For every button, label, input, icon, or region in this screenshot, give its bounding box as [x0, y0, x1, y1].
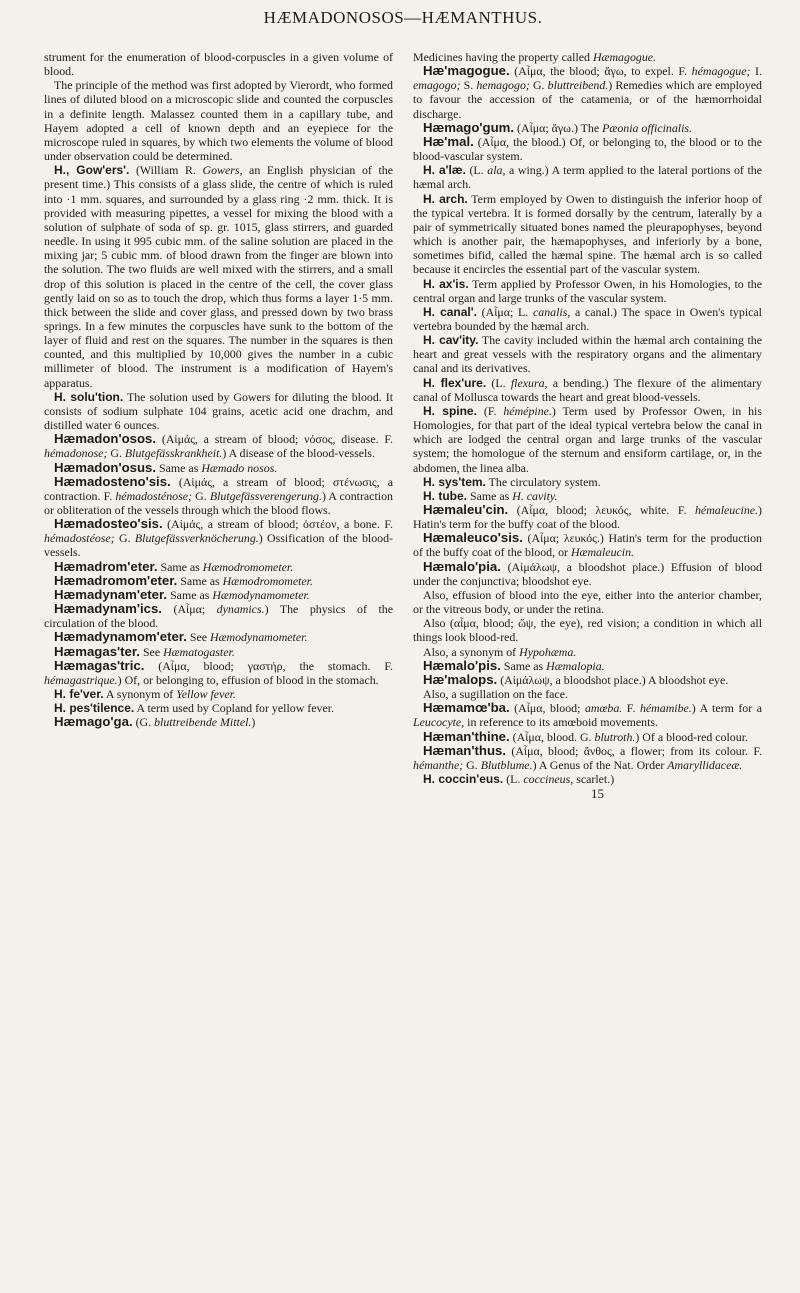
- entry-haemadynamometer: Hæmadynamom'eter. See Hæmodynamometer.: [54, 629, 308, 645]
- continued-text: strument for the enumeration of blood-corpuscles in a given volume of blood.: [44, 50, 393, 79]
- entry-haemagaster: Hæmagas'ter. See Hæmatogaster.: [54, 643, 235, 659]
- entry-cavity: H. cav'ity. The cavity included within the hæmal arch containing the heart and great vessels with the respiratory organs and the alimentary canal and its derivatives.: [413, 333, 763, 376]
- entry-haemadynameter: Hæmadynam'eter. Same as Hæmodynamometer.: [54, 586, 310, 602]
- headword: Hæmadromom'eter.: [54, 572, 178, 588]
- headword: Hæmadosteo'sis.: [54, 516, 163, 532]
- headword: Hæman'thus.: [423, 742, 507, 758]
- paragraph-haemalopia-2: Also, effusion of blood into the eye, either into the anterior chamber, or the vitreous body, or under the retina.: [413, 587, 762, 617]
- headword: H. coccin'eus.: [423, 771, 504, 786]
- entry-haemadrometer: Hæmadrom'eter. Same as Hæmodromometer.: [54, 558, 294, 574]
- entry-haemadromometer: Hæmadromom'eter. Same as Hæmodromometer.: [54, 572, 313, 588]
- entry-haemalops: Hæ'malops. (Αἱμάλωψ, a bloodshot place.) A bloodshot eye.: [423, 671, 729, 687]
- entry-gowers: H., Gow'ers'. (William R. Gowers, an English physician of the present time.) This consists of a glass slide, the centre of which is ruled into ·1 mm. squares, and surrounded by a glass ring ·2 mm. thick. It is provided with measuring pipettes, a vessel for mixing the blood with a solution of sulphate of soda of sp. gr. 1015, glass stirrers, and guarded needle. In using it 995 cubic mm. of the saline solution are placed in the mixing jar; 5 cubic mm. of blood drawn from the finger are blown into the solution. The two fluids are well mixed with the stirrers, and a small drop of this solution is placed in the centre of the cell, the cover glass gently laid on so as to touch the drop, which thus forms a layer 1·5 mm. thick between the slide and cover glass, and pressed down by two brass springs. In a few minutes the corpuscles have sunk to the bottom of the layer of fluid and rest on the squares. The number in the squares is then counted, and this multiplied by 10,000 gives the number in a cubic millimeter of blood. The instrument is a modification of Hayem's apparatus.: [44, 163, 393, 390]
- entry-haemadonosos: Hæmadon'osos. (Αἱμάς, a stream of blood; νόσος, disease. F. hémadonose; G. Blutgefässkrankheit.) A disease of the blood-vessels.: [44, 431, 393, 461]
- headword: H. solu'tion.: [54, 389, 124, 404]
- entry-haemadonosus: Hæmadon'osus. Same as Hæmado nosos.: [54, 459, 278, 475]
- left-column: [44, 50, 393, 801]
- headword: Hæmadosteno'sis.: [54, 473, 171, 489]
- entry-haemal: Hæ'mal. (Αἷμα, the blood.) Of, or belonging to, the blood or to the blood-vascular system.: [413, 133, 762, 164]
- headword: Hæmamœ'ba.: [423, 700, 510, 716]
- headword: H. cav'ity.: [423, 333, 479, 348]
- headword: H. tube.: [423, 488, 467, 503]
- headword: Hæmadon'osus.: [54, 459, 157, 475]
- headword: Hæmago'gum.: [423, 119, 515, 135]
- paragraph-principle: The principle of the method was first adopted by Vierordt, who formed lines of diluted blood on a microscopic slide and counted the corpuscles in a definite length. Malassez counted them in a capillary tube, and Hayem adopted a cell of known depth and an eyepiece for the microscope ruled in squares, by which two elements the volume of blood under observation could be determined.: [44, 78, 393, 164]
- running-head: HÆMADONOSOS—HÆMANTHUS.: [263, 8, 543, 27]
- entry-pestilence: H. pes'tilence. A term used by Copland for yellow fever.: [54, 701, 335, 716]
- headword: Hæ'malops.: [423, 671, 498, 687]
- headword: H., Gow'ers'.: [54, 163, 130, 178]
- entry-flexure: H. flex'ure. (L. flexura, a bending.) The flexure of the alimentary canal of Mollusca towards the heart and great blood-vessels.: [413, 375, 762, 404]
- entry-haemamoeba: Hæmamœ'ba. (Αἷμα, blood; amœba. F. hémamibe.) A term for a Leucocyte, in reference to its amœboid movements.: [413, 700, 763, 730]
- headword: H. sys'tem.: [423, 474, 486, 489]
- entry-haemanthine: Hæman'thine. (Αἷμα, blood. G. blutroth.) Of a blood-red colour.: [423, 728, 748, 744]
- headword: Hæmagas'tric.: [54, 657, 145, 673]
- headword: Hæmadynam'eter.: [54, 586, 168, 602]
- entry-alae: H. a'læ. (L. ala, a wing.) A term applied to the lateral portions of the hæmal arch.: [413, 163, 762, 192]
- entry-haemagogue: Hæ'magogue. (Αἷμα, the blood; ἄγω, to expel. F. hémagogue; I. emagogo; S. hemagogo; G. bluttreibend.) Remedies which are employed to favour the accession of the catamenia, or of the hæmorrhoidal discharge.: [413, 63, 762, 121]
- headword: H. ax'is.: [423, 276, 469, 291]
- headword: Hæ'magogue.: [423, 63, 510, 79]
- headword: Hæmadynamom'eter.: [54, 629, 187, 645]
- entry-arch: H. arch. Term employed by Owen to distinguish the inferior hoop of the typical vertebra. It is formed dorsally by the centrum, laterally by a pair of symmetrically situated bones named the pleurapophyses, beyond which is another pair, the hæmapophyses, and inferiorly by a bone, sometimes bifid, called the hæmal spine. The hæmal arch is so called because it encircles the essential part of the vascular system.: [413, 191, 762, 277]
- headword: H. spine.: [423, 403, 477, 418]
- headword: Hæmaleuco'sis.: [423, 530, 523, 546]
- headword: Hæmaleu'cin.: [423, 502, 509, 517]
- entry-tube: H. tube. Same as H. cavity.: [423, 488, 558, 503]
- headword: H. a'læ.: [423, 163, 466, 178]
- entry-haemanthus: Hæman'thus. (Αἷμα, blood; ἄνθος, a flower; from its colour. F. hémanthe; G. Blutblume.) A Genus of the Nat. Order Amaryllidaceæ.: [413, 742, 762, 772]
- entry-fever: H. fe'ver. A synonym of Yellow fever.: [54, 687, 236, 702]
- headword: Hæmadrom'eter.: [54, 558, 158, 574]
- headword: Hæmagas'ter.: [54, 643, 140, 659]
- entry-coccineus: H. coccin'eus. (L. coccineus, scarlet.): [423, 771, 615, 786]
- headword: H. flex'ure.: [423, 375, 487, 390]
- entry-haemadosteosis: Hæmadosteo'sis. (Αἱμάς, a stream of blood; ὀστέον, a bone. F. hémadostéose; G. Blutgefässverknöcherung.) Ossification of the blood-vessels.: [44, 516, 393, 560]
- headword: Hæmadynam'ics.: [54, 601, 162, 617]
- paragraph-haemalopia-3: Also (αἷμα, blood; ὤψ, the eye), red vision; a condition in which all things look blood-red.: [413, 616, 762, 645]
- entry-haemaleucin: Hæmaleu'cin. (Αἷμα, blood; λευκός, white. F. hémaleucine.) Hatin's term for the buffy coat of the blood.: [413, 502, 762, 532]
- entry-haemaleucosis: Hæmaleuco'sis. (Αἷμα; λευκός.) Hatin's term for the production of the buffy coat of the blood, or Hæmaleucin.: [413, 530, 762, 560]
- entry-haemalopia: Hæmalo'pia. (Αἱμάλωψ, a bloodshot place.) Effusion of blood under the conjunctiva; bloodshot eye.: [413, 558, 762, 588]
- right-column: [413, 50, 762, 801]
- headword: Hæmago'ga.: [54, 714, 133, 730]
- entry-system: H. sys'tem. The circulatory system.: [423, 474, 601, 489]
- headword: H. canal'.: [423, 304, 477, 319]
- entry-haemagogum: Hæmago'gum. (Αἷμα; ἄγω.) The Pæonia officinalis.: [423, 119, 692, 135]
- entry-haemagastric: Hæmagas'tric. (Αἷμα, blood; γαστήρ, the stomach. F. hémagastrique.) Of, or belonging to, effusion of blood in the stomach.: [44, 657, 393, 687]
- page-number: 15: [591, 786, 604, 802]
- entry-haemalopis: Hæmalo'pis. Same as Hæmalopia.: [423, 657, 605, 673]
- entry-haemagoga: Hæmago'ga. (G. bluttreibende Mittel.): [54, 714, 256, 730]
- entry-spine: H. spine. (F. hémépine.) Term used by Professor Owen, in his Homologies, for that part of the ideal typical vertebra below the canal in which are lodged the central organ and large trunks of the vascular system; the homologue of the sternum and ensiform cartilage, or, in the abdomen, the linea alba.: [413, 403, 762, 475]
- headword: Hæmalo'pis.: [423, 657, 501, 673]
- continued-text: Medicines having the property called Hæmagogue.: [413, 50, 657, 64]
- headword: Hæmadon'osos.: [54, 431, 157, 447]
- two-column-body: [44, 50, 762, 801]
- headword: H. fe'ver.: [54, 687, 104, 702]
- headword: Hæmalo'pia.: [423, 558, 501, 574]
- entry-axis: H. ax'is. Term applied by Professor Owen, in his Homologies, to the central organ and large trunks of the vascular system.: [413, 276, 762, 305]
- headword: H. arch.: [423, 191, 468, 206]
- paragraph-haemalopia-4: Also, a synonym of Hypohæma.: [423, 644, 577, 659]
- paragraph-haemalops-2: Also, a sugillation on the face.: [423, 687, 568, 702]
- headword: Hæ'mal.: [423, 133, 474, 149]
- entry-solution: H. solu'tion. The solution used by Gowers for diluting the blood. It consists of sodium sulphate 104 grains, acetic acid one drachm, and distilled water 6 ounces.: [44, 389, 393, 433]
- headword: H. pes'tilence.: [54, 701, 135, 716]
- entry-canal: H. canal'. (Αἷμα; L. canalis, a canal.) The space in Owen's typical vertebra bounded by the hæmal arch.: [413, 304, 762, 333]
- entry-haemadynamics: Hæmadynam'ics. (Αἷμα; dynamics.) The physics of the circulation of the blood.: [44, 601, 393, 631]
- entry-haemadostenosis: Hæmadosteno'sis. (Αἱμάς, a stream of blood; στένωσις, a contraction. F. hémadosténose; G. Blutgefässverengerung.) A contraction or obliteration of the vessels through which the blood flows.: [44, 473, 393, 517]
- headword: Hæman'thine.: [423, 728, 510, 744]
